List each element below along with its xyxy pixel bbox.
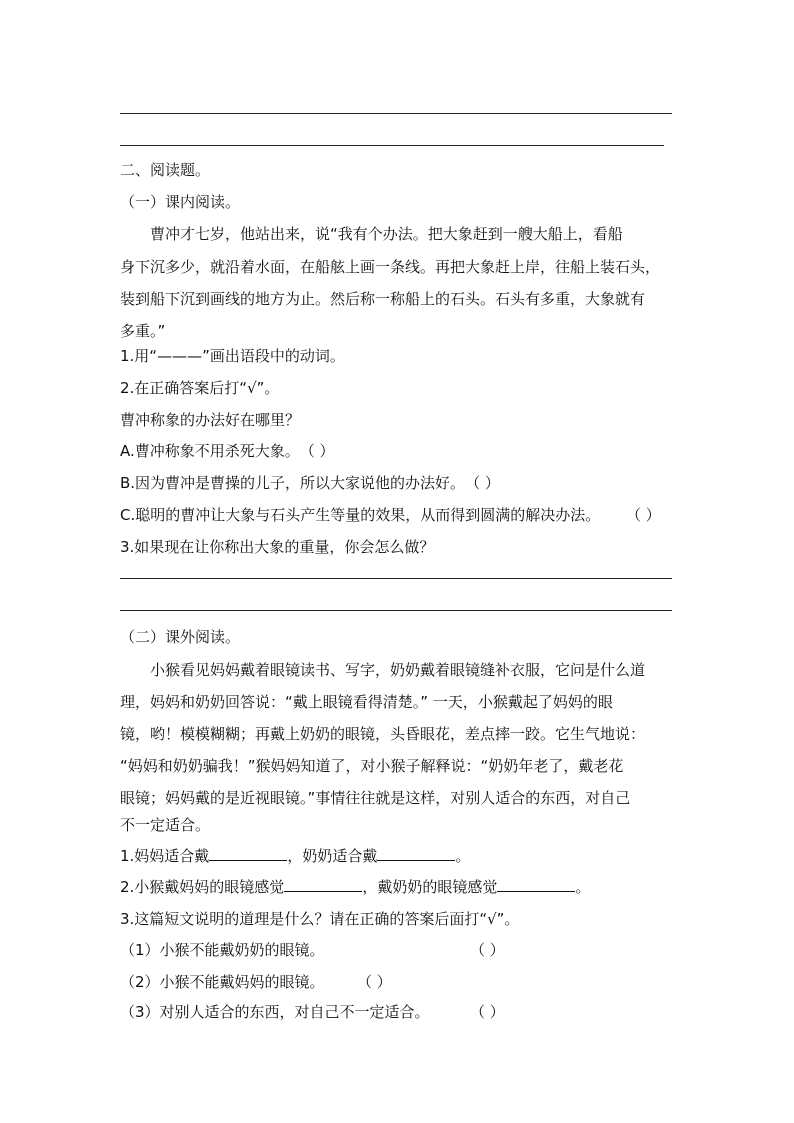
answer-line[interactable]: [120, 610, 672, 611]
part2-question-1: [120, 846, 470, 866]
part1-option-b: [120, 473, 500, 493]
question-text: 1.妈妈适合戴: [120, 847, 210, 865]
part2-option-1: [120, 940, 505, 960]
part1-question-1: 1.用“———”画出语段中的动词。: [120, 347, 345, 365]
answer-paren[interactable]: （ ）: [470, 941, 505, 959]
part1-option-c: [120, 505, 661, 525]
option-text: （3）对别人适合的东西，对自己不一定适合。: [120, 1003, 430, 1021]
question-text: 。: [455, 847, 471, 865]
fill-blank[interactable]: [497, 877, 575, 892]
option-text: （2）小猴不能戴妈妈的眼镜。: [120, 973, 325, 991]
question-text: ，戴奶奶的眼镜感觉: [362, 878, 498, 896]
question-text: 。: [575, 878, 591, 896]
part2-passage-line: “妈妈和奶奶骗我！”猴妈妈知道了，对小猴子解释说：“奶奶年老了，戴老花: [120, 757, 624, 775]
part2-question-3: 3.这篇短文说明的道理是什么？请在正确的答案后面打“√”。: [120, 910, 520, 928]
option-text: A.曹冲称象不用杀死大象。: [120, 442, 300, 460]
answer-paren[interactable]: （ ）: [626, 506, 661, 524]
answer-paren[interactable]: （ ）: [299, 442, 335, 460]
answer-paren[interactable]: （ ）: [470, 1003, 505, 1021]
answer-line[interactable]: [120, 578, 672, 579]
part1-passage-line: 多重。”: [120, 322, 166, 340]
section-title: 二、阅读题。: [120, 161, 211, 179]
part1-passage-line: 身下沉多少，就沿着水面，在船舷上画一条线。再把大象赶上岸，往船上装石头，: [120, 258, 661, 276]
part2-passage-line: 镜，哟！模模糊糊；再戴上奶奶的眼镜，头昏眼花，差点摔一跤。它生气地说：: [120, 725, 646, 743]
part2-passage-line: 小猴看见妈妈戴着眼镜读书、写字，奶奶戴着眼镜缝补衣服，它问是什么道: [150, 661, 646, 679]
part1-passage-line: 装到船下沉到画线的地方为止。然后称一称船上的石头。石头有多重，大象就有: [120, 290, 646, 308]
fill-blank[interactable]: [284, 877, 362, 892]
answer-paren[interactable]: （ ）: [465, 474, 500, 492]
part2-option-3: [120, 1002, 505, 1022]
fill-blank[interactable]: [377, 846, 455, 861]
part2-question-2: [120, 877, 590, 897]
part2-passage-line: 眼镜；妈妈戴的是近视眼镜。”事情往往就是这样，对别人适合的东西，对自己: [120, 789, 631, 807]
part1-question-3: 3.如果现在让你称出大象的重量，你会怎么做？: [120, 538, 435, 556]
part1-passage-line: 曹冲才七岁，他站出来，说“我有个办法。把大象赶到一艘大船上，看船: [150, 225, 623, 243]
part2-passage-line: 理，妈妈和奶奶回答说：“戴上眼镜看得清楚。” 一天，小猴戴起了妈妈的眼: [120, 693, 613, 711]
part1-option-a: [120, 441, 335, 461]
answer-paren[interactable]: （ ）: [357, 973, 392, 991]
answer-line: [120, 113, 672, 114]
option-text: C.聪明的曹冲让大象与石头产生等量的效果，从而得到圆满的解决办法。: [120, 506, 601, 524]
question-text: ，奶奶适合戴: [287, 847, 378, 865]
part2-heading: （二）课外阅读。: [120, 628, 241, 646]
option-text: （1）小猴不能戴奶奶的眼镜。: [120, 941, 325, 959]
part1-question-2-prompt: 曹冲称象的办法好在哪里？: [120, 411, 301, 429]
part1-question-2: 2.在正确答案后打“√”。: [120, 379, 280, 397]
part1-heading: （一）课内阅读。: [120, 193, 241, 211]
part2-option-2: [120, 972, 392, 992]
option-text: B.因为曹冲是曹操的儿子，所以大家说他的办法好。: [120, 474, 466, 492]
question-text: 2.小猴戴妈妈的眼镜感觉: [120, 878, 285, 896]
part2-passage-line: 不一定适合。: [120, 816, 211, 834]
answer-line: [120, 145, 664, 146]
fill-blank[interactable]: [209, 846, 287, 861]
